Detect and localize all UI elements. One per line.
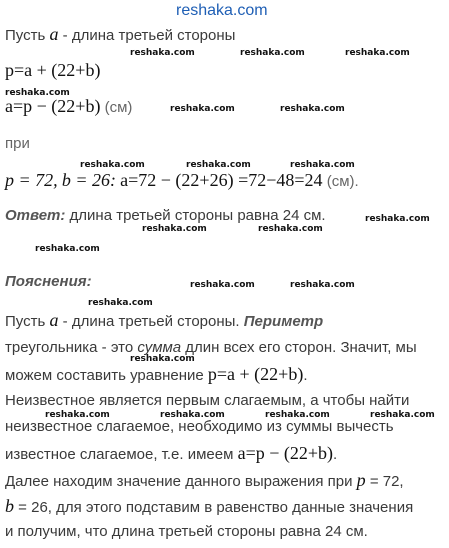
- explanation-line-1: [5, 310, 323, 332]
- equation-3: a=72 − (22+26) =72−48=24: [120, 170, 323, 190]
- answer-line: [5, 206, 326, 226]
- explanation-line-7: [5, 470, 404, 492]
- watermark: reshaka.com: [258, 224, 323, 234]
- watermark: reshaka.com: [80, 160, 145, 170]
- expl-var-b: b: [5, 496, 14, 516]
- expl-l3-b: .: [303, 367, 308, 384]
- watermark: reshaka.com: [365, 214, 430, 224]
- watermark: reshaka.com: [88, 298, 153, 308]
- explanation-line-8: [5, 496, 413, 518]
- explanation-line-4: Неизвестное является первым слагаемым, а чтобы найти: [5, 392, 410, 409]
- watermark: reshaka.com: [280, 104, 345, 114]
- equation-2: a=p − (22+b): [5, 96, 101, 116]
- watermark: reshaka.com: [130, 48, 195, 58]
- watermark: reshaka.com: [290, 280, 355, 290]
- intro-line: [5, 24, 235, 46]
- var-a: a: [49, 24, 59, 44]
- watermark: reshaka.com: [265, 410, 330, 420]
- perimeter-term: Периметр: [243, 313, 324, 330]
- expl-l7-a: Далее находим значение данного выражения при: [5, 473, 353, 490]
- watermark: reshaka.com: [370, 410, 435, 420]
- equation-1: p=a + (22+b): [5, 60, 101, 80]
- watermark: reshaka.com: [170, 104, 235, 114]
- explanation-line-6: [5, 443, 337, 465]
- answer-text: длина третьей стороны равна 24 см.: [69, 207, 326, 224]
- watermark: reshaka.com: [190, 280, 255, 290]
- unit-cm-2: (см).: [326, 173, 359, 190]
- watermark: reshaka.com: [345, 48, 410, 58]
- expl-eq-1: p=a + (22+b): [207, 364, 304, 384]
- expl-l8-b: = 26, для этого подставим в равенство данные значения: [18, 499, 414, 516]
- intro-text: Пусть: [5, 27, 46, 44]
- explanation-line-2: [5, 338, 417, 358]
- explanation-line-9: и получим, что длина третьей стороны равна 24 см.: [5, 523, 368, 540]
- expl-eq-2: a=p − (22+b): [237, 443, 334, 463]
- expl-l7-b: = 72,: [369, 473, 404, 490]
- explanation-line-5: неизвестное слагаемое, необходимо из суммы вычесть: [5, 418, 394, 435]
- expl-l2-a: треугольника - это: [5, 339, 134, 356]
- watermark: reshaka.com: [130, 354, 195, 364]
- p-value: p = 72,: [5, 170, 58, 190]
- watermark: reshaka.com: [290, 160, 355, 170]
- expl-l6-b: .: [333, 446, 338, 463]
- watermark: reshaka.com: [186, 160, 251, 170]
- watermark: reshaka.com: [45, 410, 110, 420]
- intro-rest: - длина третьей стороны: [62, 27, 236, 44]
- watermark: reshaka.com: [240, 48, 305, 58]
- expl-l3-a: можем составить уравнение: [5, 367, 204, 384]
- watermark: reshaka.com: [35, 244, 100, 254]
- expl-l1-b: - длина третьей стороны.: [62, 313, 240, 330]
- expl-var-p: p: [356, 470, 366, 490]
- answer-label: Ответ:: [5, 207, 66, 224]
- explanation-label: Пояснения:: [5, 273, 92, 290]
- watermark: reshaka.com: [5, 88, 70, 98]
- watermark: reshaka.com: [142, 224, 207, 234]
- expl-l6-a: известное слагаемое, т.е. имеем: [5, 446, 234, 463]
- expl-l2-b: длин всех его сторон. Значит, мы: [185, 339, 417, 356]
- expl-var-a: a: [49, 310, 59, 330]
- sum-term: сумма: [137, 339, 182, 356]
- pri-text: при: [5, 135, 30, 152]
- watermark: reshaka.com: [160, 410, 225, 420]
- unit-cm: (см): [104, 99, 133, 116]
- b-value: b = 26:: [61, 170, 116, 190]
- site-logo: reshaka.com: [176, 2, 268, 19]
- equation-3-line: [5, 170, 359, 192]
- equation-2-line: [5, 96, 132, 118]
- expl-l1-a: Пусть: [5, 313, 46, 330]
- explanation-line-3: [5, 364, 308, 386]
